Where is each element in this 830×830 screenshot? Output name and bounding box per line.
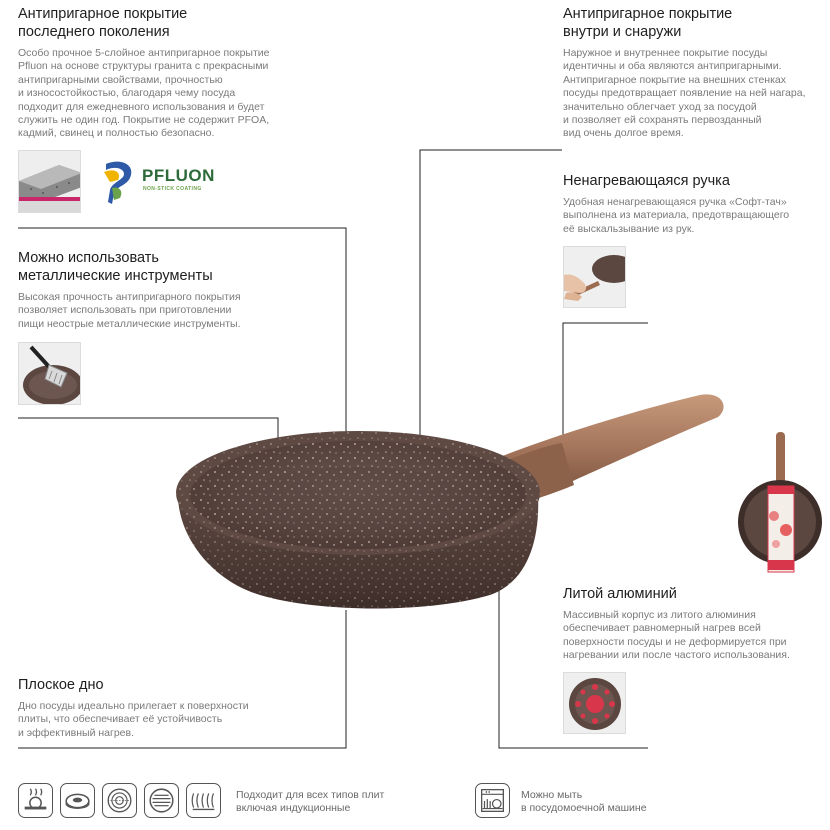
inside-outside-title-line2: внутри и снаружи: [563, 24, 682, 40]
feature-metal-tools: [18, 249, 308, 331]
product-package-image: [738, 430, 824, 575]
heat-distribution-thumbnail: [563, 672, 626, 734]
coating-layers-thumbnail: [18, 150, 81, 213]
handle-title: Ненагревающаяся ручка: [563, 173, 730, 189]
spatula-thumbnail: [18, 342, 81, 405]
brand-name: PFLUON: [142, 166, 215, 185]
feature-flat-bottom: [18, 676, 318, 740]
coating-title-line2: последнего поколения: [18, 24, 170, 40]
metal-tools-description: Высокая прочность антипригарного покрытия позволяет использовать при приготовлении пищи неострые металлические инструменты.: [18, 291, 241, 330]
coating-title-line1: Антипригарное покрытие: [18, 6, 188, 22]
handle-description: Удобная ненагревающаяся ручка «Софт-тач» выполнена из материала, предотвращающего её выскальзывание из рук.: [563, 196, 790, 235]
aluminium-description: Массивный корпус из литого алюминия обеспечивает равномерный нагрев всей поверхности посуды и не деформируется при нагревании или после частого использования.: [563, 609, 790, 662]
aluminium-title: Литой алюминий: [563, 586, 677, 602]
feature-inside-outside: [563, 5, 828, 141]
glass-ceramic-stove-icon: [102, 783, 137, 818]
halogen-stove-icon: [144, 783, 179, 818]
dishwasher-icon: [475, 783, 510, 818]
feature-handle: [563, 172, 828, 236]
coating-description: Особо прочное 5-слойное антипригарное покрытие Pfluon на основе структуры гранита с прекрасными антипригарными свойствами, прочностью и износостойкостью, благодаря чему посуда подходит для ежедневного использования и будет служить не один год. Покрытие не содержит PFOA, кадмий, свинец и полностью безопасно.: [18, 47, 270, 140]
flat-bottom-description: Дно посуды идеально прилегает к поверхности плиты, что обеспечивает её устойчивость и эффективный нагрев.: [18, 700, 249, 739]
metal-tools-title-line2: металлические инструменты: [18, 268, 213, 284]
induction-stove-icon: [186, 783, 221, 818]
dishwasher-text: Можно мыть в посудомоечной машине: [521, 789, 647, 815]
flat-bottom-title: Плоское дно: [18, 677, 104, 693]
inside-outside-description: Наружное и внутреннее покрытие посуды идентичны и оба являются антипригарными. Антипригарное покрытие на внешних стенках посуды предотвращает появление на ней нагара, значительно облегчает уход за посудой и позволяет ей сохранять первозданный вид очень долгое время.: [563, 47, 806, 140]
stoves-compatibility-text: Подходит для всех типов плит включая индукционные: [236, 789, 385, 815]
pfluon-swirl-icon: [100, 158, 140, 208]
feature-aluminium: [563, 585, 828, 663]
handle-thumbnail: [563, 246, 626, 308]
pfluon-logo: [100, 158, 220, 208]
feature-coating: [18, 5, 308, 141]
electric-stove-icon: [60, 783, 95, 818]
inside-outside-title-line1: Антипригарное покрытие: [563, 6, 733, 22]
brand-tagline: NON-STICK COATING: [143, 186, 202, 192]
metal-tools-title-line1: Можно использовать: [18, 250, 159, 266]
gas-stove-icon: [18, 783, 53, 818]
